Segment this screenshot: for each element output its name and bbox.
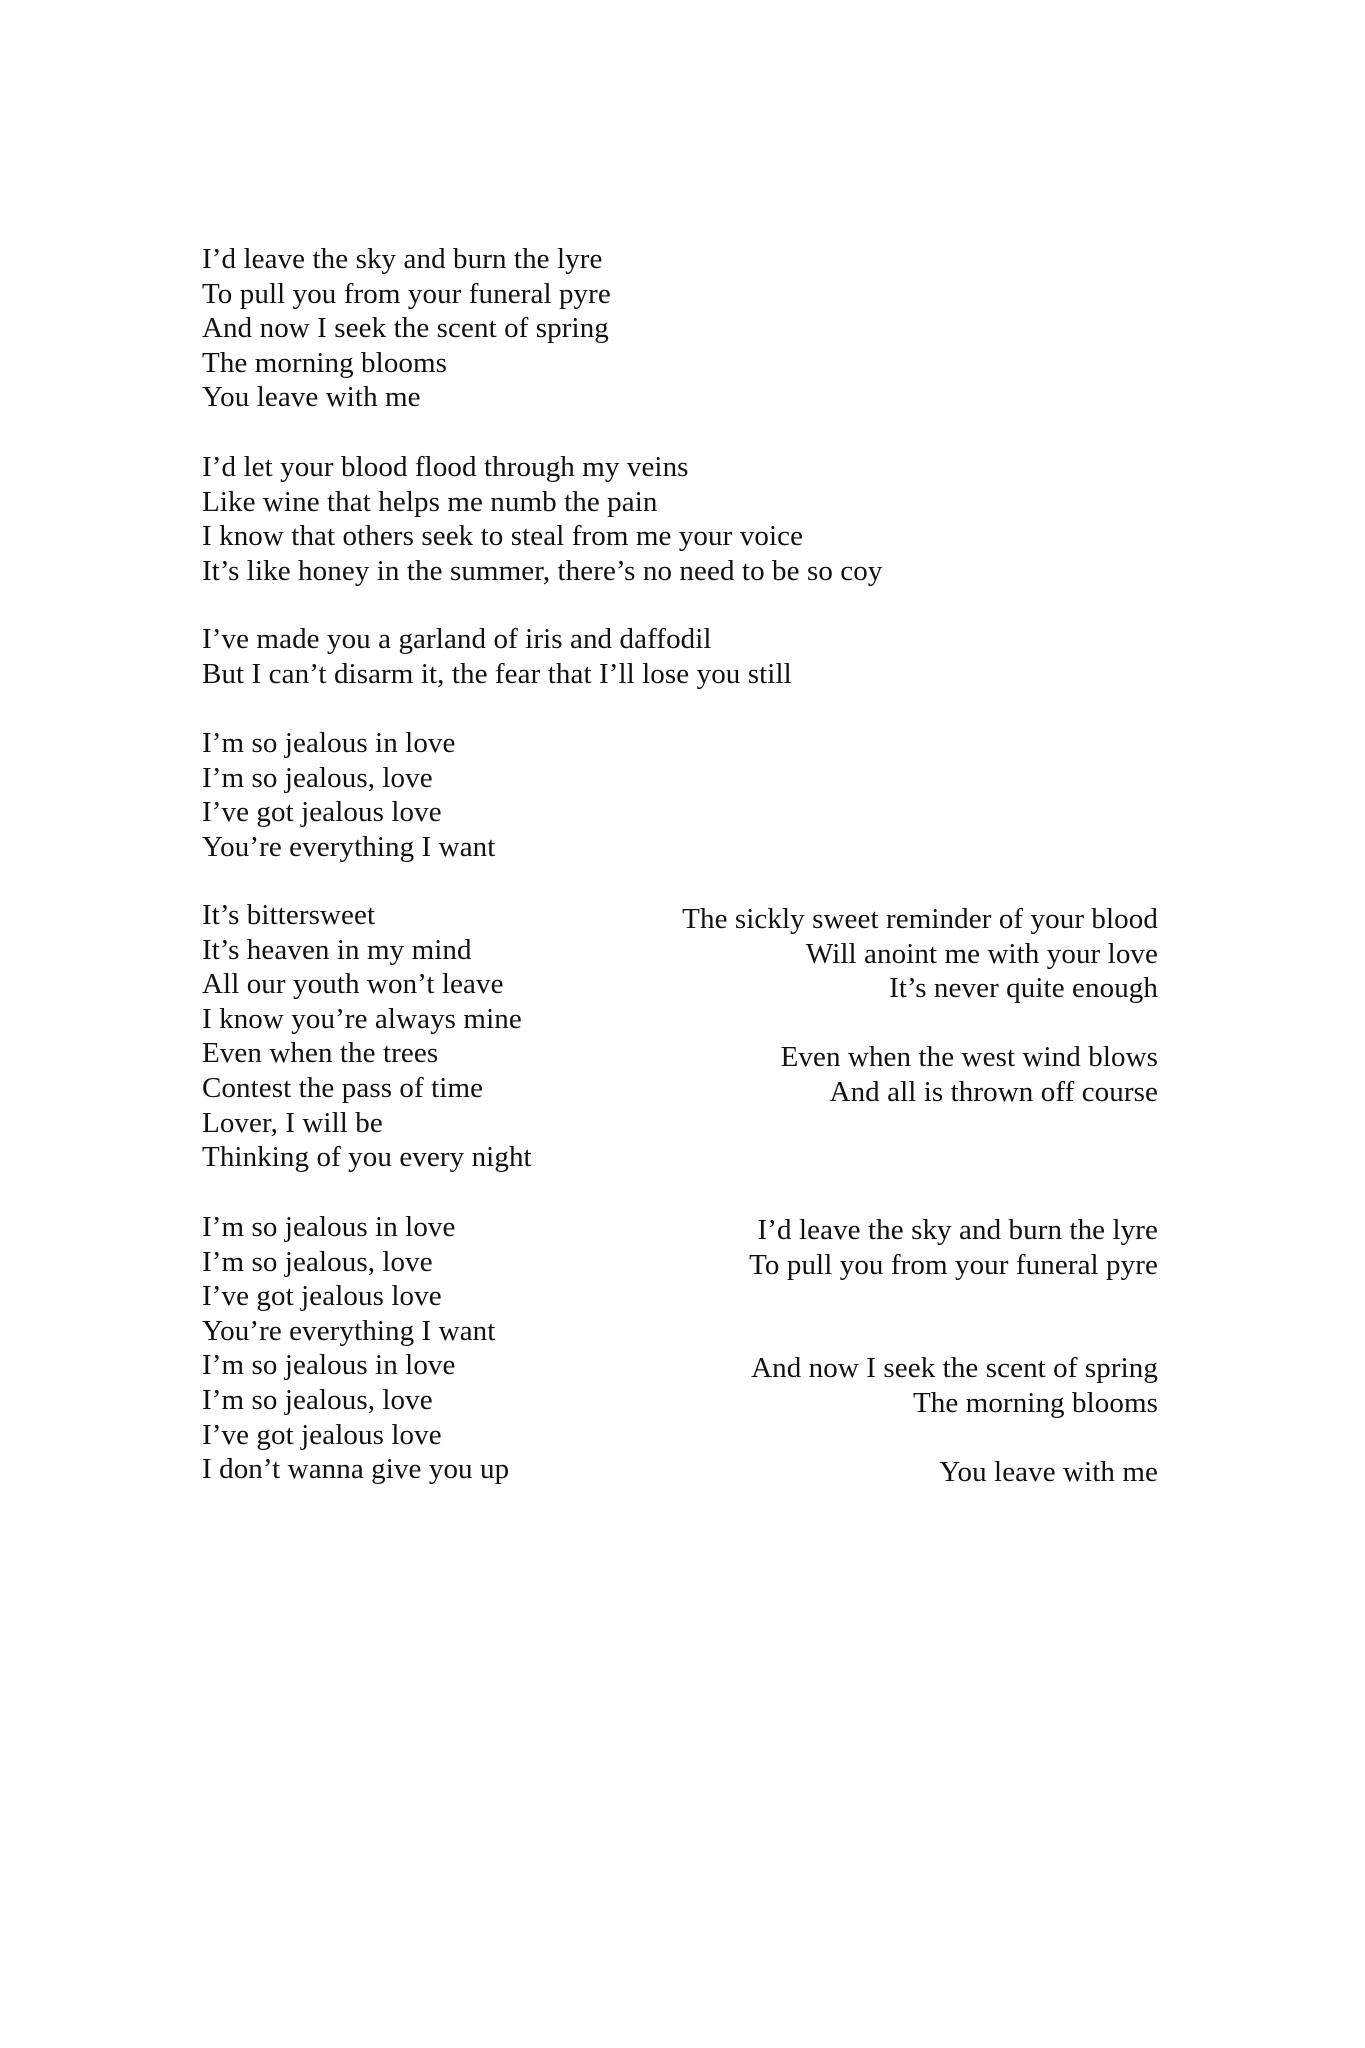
lyric-line: But I can’t disarm it, the fear that I’ll lose you still	[202, 657, 792, 690]
right-stanza-4	[751, 1351, 1158, 1420]
left-stanza-5	[202, 898, 532, 1175]
lyric-line: And now I seek the scent of spring	[202, 312, 609, 345]
lyric-line: Will anoint me with your love	[805, 937, 1158, 970]
lyric-line: Thinking of you every night	[202, 1141, 532, 1174]
left-stanza-2	[202, 450, 882, 588]
lyric-line: To pull you from your funeral pyre	[202, 277, 611, 310]
lyric-line: Even when the west wind blows	[780, 1041, 1158, 1073]
right-stanza-3	[749, 1213, 1158, 1282]
lyric-line: I’d let your blood flood through my veins	[202, 451, 689, 483]
lyric-line: And now I seek the scent of spring	[751, 1352, 1158, 1384]
lyric-line: All our youth won’t leave	[202, 968, 504, 1001]
lyric-line: I’ve got jealous love	[202, 1280, 442, 1313]
lyric-line: Lover, I will be	[202, 1106, 383, 1139]
lyric-line: Contest the pass of time	[202, 1071, 484, 1104]
lyric-line: You leave with me	[202, 381, 421, 414]
lyric-line: You’re everything I want	[202, 1314, 496, 1347]
lyric-line: I’ve got jealous love	[202, 796, 442, 829]
right-stanza-2	[781, 1040, 1158, 1109]
lyric-line: I’m so jealous, love	[202, 761, 433, 794]
lyric-line: I’m so jealous, love	[202, 1383, 433, 1416]
lyric-line: I’m so jealous in love	[202, 727, 456, 759]
lyric-line: I’d leave the sky and burn the lyre	[202, 243, 603, 275]
lyric-line: It’s never quite enough	[889, 972, 1158, 1005]
lyric-line: I don’t wanna give you up	[202, 1453, 510, 1486]
left-stanza-4-chorus	[202, 726, 495, 864]
right-stanza-5	[939, 1455, 1158, 1490]
lyric-line: It’s bittersweet	[202, 899, 376, 931]
lyric-line: And all is thrown off course	[829, 1075, 1158, 1108]
left-stanza-3	[202, 622, 792, 691]
lyric-line: I’d leave the sky and burn the lyre	[757, 1214, 1158, 1246]
lyric-line: Like wine that helps me numb the pain	[202, 485, 658, 518]
right-stanza-1	[682, 902, 1158, 1006]
lyric-line: Even when the trees	[202, 1037, 439, 1070]
lyric-line: The morning blooms	[912, 1386, 1158, 1419]
left-stanza-1	[202, 242, 611, 415]
lyric-line: I’ve got jealous love	[202, 1418, 442, 1451]
lyric-line: It’s like honey in the summer, there’s no need to be so coy	[202, 554, 883, 587]
lyric-line: I know you’re always mine	[202, 1002, 522, 1035]
lyric-line: It’s heaven in my mind	[202, 933, 472, 966]
lyric-line: You leave with me	[939, 1456, 1158, 1488]
lyric-line: I know that others seek to steal from me your voice	[202, 520, 804, 553]
lyric-line: The morning blooms	[202, 346, 448, 379]
lyric-line: I’m so jealous in love	[202, 1211, 456, 1243]
left-stanza-6-chorus	[202, 1210, 509, 1487]
lyric-line: You’re everything I want	[202, 830, 496, 863]
lyric-line: The sickly sweet reminder of your blood	[682, 903, 1158, 935]
lyric-line: I’ve made you a garland of iris and daffodil	[202, 623, 712, 655]
lyric-line: I’m so jealous in love	[202, 1349, 456, 1382]
lyric-line: I’m so jealous, love	[202, 1245, 433, 1278]
lyric-line: To pull you from your funeral pyre	[749, 1248, 1158, 1281]
